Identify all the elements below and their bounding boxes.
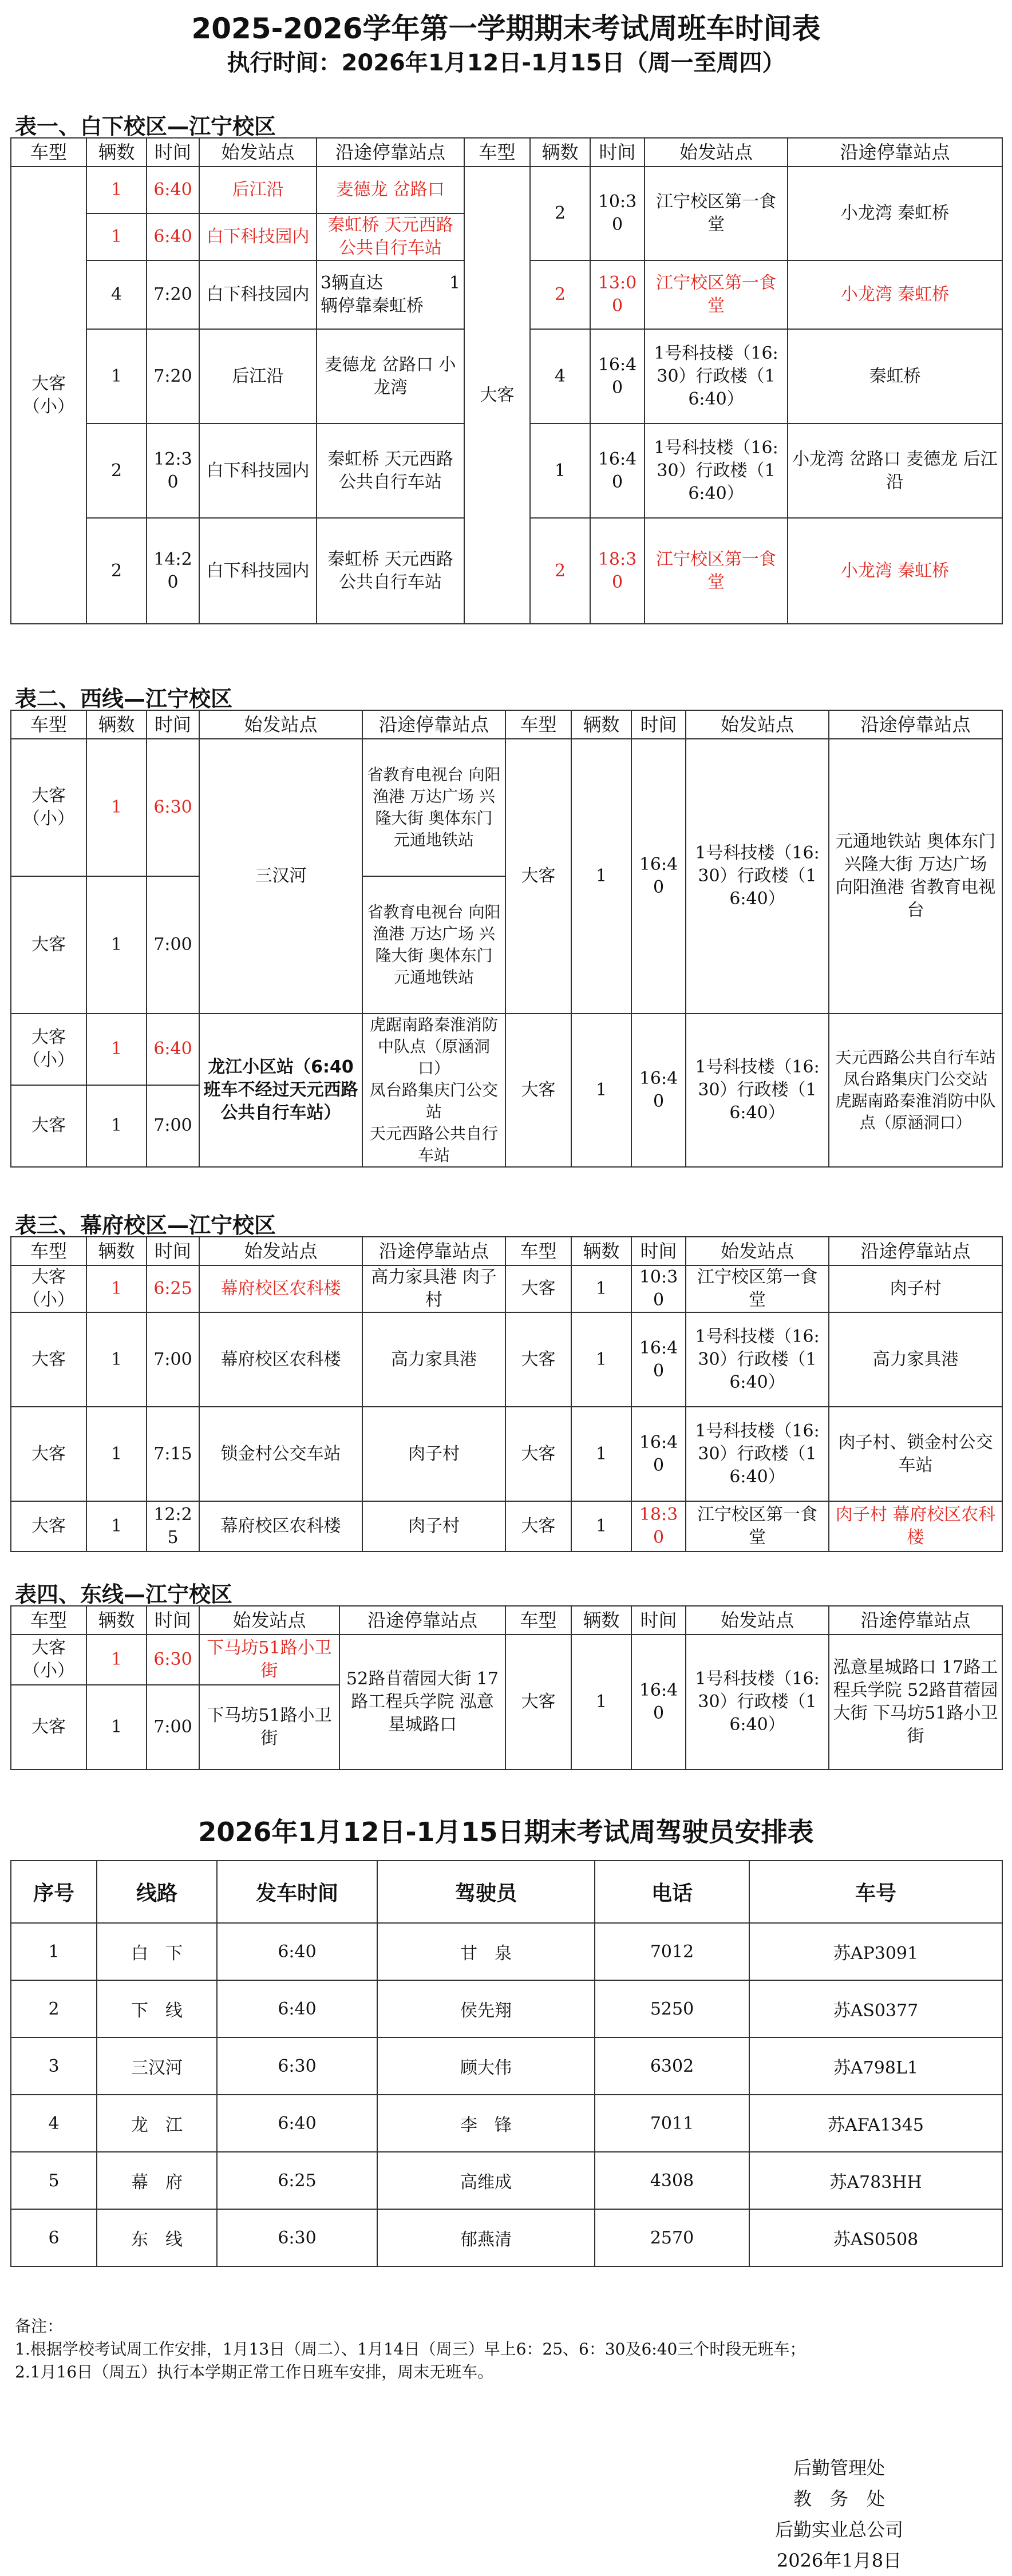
vehicle-type: 大客（小） — [11, 167, 86, 624]
stops: 秦虹桥 天元西路公共自行车站 — [317, 424, 464, 518]
depart-time: 6:40 — [147, 167, 199, 213]
depart-time: 18:30 — [631, 1501, 686, 1552]
depart-time: 6:25 — [147, 1265, 199, 1312]
depart-time: 6:30 — [147, 1635, 199, 1685]
row-plate: 苏A783HH — [749, 2152, 1002, 2209]
col-time: 时间 — [631, 1606, 686, 1635]
col-time: 时间 — [147, 1237, 199, 1265]
col-count: 辆数 — [530, 138, 590, 167]
stops-qinhongqiao: 辆停靠秦虹桥 — [321, 296, 424, 316]
row-phone: 6302 — [595, 2037, 749, 2095]
col-time: 时间 — [147, 1606, 199, 1635]
row-plate: 苏A798L1 — [749, 2037, 1002, 2095]
vehicle-count: 1 — [86, 739, 147, 876]
col-index: 序号 — [11, 1861, 97, 1923]
row-depart: 6:30 — [217, 2209, 377, 2266]
stops: 肉子村 — [829, 1265, 1002, 1312]
col-origin: 始发站点 — [686, 1237, 829, 1265]
row-plate: 苏AFA1345 — [749, 2095, 1002, 2152]
col-stops: 沿途停靠站点 — [317, 138, 464, 167]
stops: 秦虹桥 天元西路公共自行车站 — [317, 518, 464, 624]
row-index: 4 — [11, 2095, 97, 2152]
col-count: 辆数 — [86, 710, 147, 739]
row-index: 5 — [11, 2152, 97, 2209]
col-route: 线路 — [97, 1861, 217, 1923]
col-type: 车型 — [505, 710, 571, 739]
stop-tianyuanxilu: 天元西路公共自行车站 — [369, 1124, 498, 1165]
issuer-company: 后勤实业总公司 — [774, 2519, 903, 2541]
col-origin: 始发站点 — [199, 138, 317, 167]
issuer-academic: 教 务 处 — [793, 2488, 885, 2510]
vehicle-type: 大客（小） — [11, 1635, 86, 1685]
depart-time: 10:30 — [631, 1265, 686, 1312]
stops: 省教育电视台 向阳渔港 万达广场 兴隆大街 奥体东门 元通地铁站 — [362, 739, 505, 876]
row-index: 3 — [11, 2037, 97, 2095]
notes — [15, 2315, 805, 2384]
col-origin: 始发站点 — [199, 1606, 339, 1635]
note-2: 2.1月16日（周五）执行本学期正常工作日班车安排，周末无班车。 — [15, 2363, 494, 2381]
vehicle-count: 2 — [530, 167, 590, 260]
stops: 麦德龙 岔路口 — [317, 167, 464, 213]
vehicle-count: 1 — [530, 424, 590, 518]
vehicle-type: 大客 — [11, 1685, 86, 1770]
stops-count: 1 — [449, 273, 460, 293]
stops: 秦虹桥 — [788, 329, 1002, 424]
vehicle-type: 大客 — [505, 1014, 571, 1167]
col-count: 辆数 — [86, 1606, 147, 1635]
origin-station: 白下科技园内 — [199, 424, 317, 518]
col-plate: 车号 — [749, 1861, 1002, 1923]
origin-station: 下马坊51路小卫街 — [199, 1685, 339, 1770]
origin-station: 江宁校区第一食堂 — [645, 260, 788, 329]
origin-station: 1号科技楼（16:30）行政楼（16:40） — [645, 329, 788, 424]
col-phone: 电话 — [595, 1861, 749, 1923]
vehicle-type: 大客 — [505, 1312, 571, 1407]
depart-time: 16:40 — [631, 1407, 686, 1501]
vehicle-count: 2 — [530, 260, 590, 329]
col-type: 车型 — [11, 138, 86, 167]
table-row — [11, 1923, 1002, 1980]
row-depart: 6:40 — [217, 1923, 377, 1980]
stops: 高力家具港 — [829, 1312, 1002, 1407]
vehicle-type: 大客 — [11, 876, 86, 1014]
col-type: 车型 — [11, 710, 86, 739]
depart-time: 7:00 — [147, 1685, 199, 1770]
depart-time: 12:25 — [147, 1501, 199, 1552]
stops: 小龙湾 秦虹桥 — [788, 518, 1002, 624]
row-driver: 侯先翔 — [377, 1980, 595, 2037]
note-1: 1.根据学校考试周工作安排，1月13日（周二）、1月14日（周三）早上6：25、6：30及6:40三个时段无班车； — [15, 2340, 806, 2359]
signature-block — [775, 2452, 903, 2576]
col-stops: 沿途停靠站点 — [788, 138, 1002, 167]
stops — [317, 260, 464, 329]
depart-time: 7:00 — [147, 1312, 199, 1407]
vehicle-count: 4 — [530, 329, 590, 424]
row-route: 下 线 — [97, 1980, 217, 2037]
origin-station: 江宁校区第一食堂 — [686, 1501, 829, 1552]
vehicle-count: 4 — [86, 260, 147, 329]
vehicle-type: 大客 — [505, 1265, 571, 1312]
driver-table — [10, 1860, 1003, 2267]
row-driver: 郁燕清 — [377, 2209, 595, 2266]
depart-time: 16:40 — [631, 1635, 686, 1770]
col-stops: 沿途停靠站点 — [829, 710, 1002, 739]
col-driver: 驾驶员 — [377, 1861, 595, 1923]
col-type: 车型 — [464, 138, 530, 167]
origin-station: 后江沿 — [199, 167, 317, 213]
col-count: 辆数 — [571, 710, 631, 739]
col-origin: 始发站点 — [686, 710, 829, 739]
row-plate: 苏AP3091 — [749, 1923, 1002, 1980]
depart-time: 7:15 — [147, 1407, 199, 1501]
vehicle-count: 1 — [86, 1407, 147, 1501]
vehicle-count: 1 — [86, 1635, 147, 1685]
vehicle-count: 1 — [86, 213, 147, 260]
col-stops: 沿途停靠站点 — [362, 710, 505, 739]
stops: 高力家具港 — [362, 1312, 505, 1407]
row-route: 东 线 — [97, 2209, 217, 2266]
row-phone: 5250 — [595, 1980, 749, 2037]
origin-station: 1号科技楼（16:30）行政楼（16:40） — [645, 424, 788, 518]
depart-time: 16:40 — [590, 424, 645, 518]
stops: 小龙湾 岔路口 麦德龙 后江沿 — [788, 424, 1002, 518]
table-row — [11, 2152, 1002, 2209]
row-route: 龙 江 — [97, 2095, 217, 2152]
vehicle-count: 1 — [571, 1635, 631, 1770]
col-stops: 沿途停靠站点 — [339, 1606, 505, 1635]
depart-time: 7:00 — [147, 876, 199, 1014]
vehicle-count: 1 — [571, 1312, 631, 1407]
origin-station: 白下科技园内 — [199, 213, 317, 260]
vehicle-type: 大客 — [11, 1312, 86, 1407]
row-index: 1 — [11, 1923, 97, 1980]
origin-station: 龙江小区站（6:40班车不经过天元西路公共自行车站） — [199, 1014, 362, 1167]
table1-title: 表一、白下校区—江宁校区 — [15, 114, 276, 139]
stops: 省教育电视台 向阳渔港 万达广场 兴隆大街 奥体东门 元通地铁站 — [362, 876, 505, 1014]
row-route: 三汉河 — [97, 2037, 217, 2095]
vehicle-count: 2 — [530, 518, 590, 624]
table4-title: 表四、东线—江宁校区 — [15, 1582, 233, 1607]
depart-time: 7:20 — [147, 260, 199, 329]
col-type: 车型 — [505, 1606, 571, 1635]
origin-station: 白下科技园内 — [199, 518, 317, 624]
col-stops: 沿途停靠站点 — [362, 1237, 505, 1265]
col-stops: 沿途停靠站点 — [829, 1606, 1002, 1635]
vehicle-count: 1 — [86, 1501, 147, 1552]
stops: 元通地铁站 奥体东门 兴隆大街 万达广场 向阳渔港 省教育电视台 — [829, 739, 1002, 1014]
row-phone: 4308 — [595, 2152, 749, 2209]
origin-station: 三汉河 — [199, 739, 362, 1014]
origin-station: 锁金村公交车站 — [199, 1407, 362, 1501]
vehicle-count: 1 — [86, 1014, 147, 1085]
depart-time: 16:40 — [631, 1312, 686, 1407]
vehicle-type: 大客 — [11, 1407, 86, 1501]
origin-station: 1号科技楼（16:30）行政楼（16:40） — [686, 1635, 829, 1770]
row-driver: 顾大伟 — [377, 2037, 595, 2095]
depart-time: 7:00 — [147, 1085, 199, 1167]
row-phone: 7012 — [595, 1923, 749, 1980]
vehicle-count: 2 — [86, 518, 147, 624]
col-count: 辆数 — [571, 1237, 631, 1265]
stops: 肉子村 — [362, 1407, 505, 1501]
stops: 小龙湾 秦虹桥 — [788, 167, 1002, 260]
stop-fengtailu: 凤台路集庆门公交站 — [369, 1081, 498, 1121]
stop-hujunanlu: 虎踞南路秦淮消防中队点（原涵洞口） — [369, 1015, 498, 1078]
vehicle-type: 大客 — [505, 739, 571, 1014]
vehicle-type: 大客 — [11, 1501, 86, 1552]
depart-time: 13:00 — [590, 260, 645, 329]
row-route: 幕 府 — [97, 2152, 217, 2209]
col-time: 时间 — [590, 138, 645, 167]
vehicle-count: 2 — [86, 424, 147, 518]
col-origin: 始发站点 — [199, 710, 362, 739]
origin-station: 幕府校区农科楼 — [199, 1312, 362, 1407]
col-time: 时间 — [631, 710, 686, 739]
row-phone: 2570 — [595, 2209, 749, 2266]
depart-time: 6:40 — [147, 1014, 199, 1085]
depart-time: 14:20 — [147, 518, 199, 624]
col-count: 辆数 — [571, 1606, 631, 1635]
depart-time: 7:20 — [147, 329, 199, 424]
col-time: 时间 — [147, 138, 199, 167]
vehicle-type: 大客 — [464, 167, 530, 624]
stops — [362, 1014, 505, 1167]
vehicle-count: 1 — [86, 1085, 147, 1167]
col-type: 车型 — [505, 1237, 571, 1265]
col-stops: 沿途停靠站点 — [829, 1237, 1002, 1265]
row-index: 6 — [11, 2209, 97, 2266]
vehicle-type: 大客（小） — [11, 739, 86, 876]
depart-time: 16:40 — [631, 739, 686, 1014]
origin-station: 幕府校区农科楼 — [199, 1265, 362, 1312]
row-depart: 6:25 — [217, 2152, 377, 2209]
row-depart: 6:30 — [217, 2037, 377, 2095]
vehicle-count: 1 — [86, 329, 147, 424]
depart-time: 16:40 — [590, 329, 645, 424]
origin-station: 白下科技园内 — [199, 260, 317, 329]
row-depart: 6:40 — [217, 2095, 377, 2152]
depart-time: 10:30 — [590, 167, 645, 260]
table1 — [10, 137, 1003, 624]
col-count: 辆数 — [86, 1237, 147, 1265]
issuer-logistics: 后勤管理处 — [793, 2457, 885, 2479]
table4 — [10, 1605, 1003, 1770]
origin-station: 江宁校区第一食堂 — [645, 167, 788, 260]
table-row — [11, 1980, 1002, 2037]
stops: 肉子村 幕府校区农科楼 — [829, 1501, 1002, 1552]
vehicle-type: 大客 — [11, 1085, 86, 1167]
vehicle-count: 1 — [86, 1685, 147, 1770]
origin-station: 1号科技楼（16:30）行政楼（16:40） — [686, 739, 829, 1014]
col-origin: 始发站点 — [199, 1237, 362, 1265]
stops: 泓意星城路口 17路工程兵学院 52路苜蓿园大街 下马坊51路小卫街 — [829, 1635, 1002, 1770]
col-origin: 始发站点 — [645, 138, 788, 167]
vehicle-count: 1 — [86, 1265, 147, 1312]
vehicle-type: 大客（小） — [11, 1014, 86, 1085]
stops — [829, 1014, 1002, 1167]
stops: 麦德龙 岔路口 小龙湾 — [317, 329, 464, 424]
table2 — [10, 710, 1003, 1168]
stops: 肉子村 — [362, 1501, 505, 1552]
origin-station: 江宁校区第一食堂 — [645, 518, 788, 624]
stop-tianyuanxilu: 天元西路公共自行车站 — [835, 1048, 996, 1067]
vehicle-count: 1 — [86, 167, 147, 213]
vehicle-count: 1 — [571, 1265, 631, 1312]
stops: 秦虹桥 天元西路公共自行车站 — [317, 213, 464, 260]
table-row — [11, 2037, 1002, 2095]
table3-title: 表三、幕府校区—江宁校区 — [15, 1213, 276, 1238]
stops: 高力家具港 肉子村 — [362, 1265, 505, 1312]
origin-station: 1号科技楼（16:30）行政楼（16:40） — [686, 1014, 829, 1167]
row-route: 白 下 — [97, 1923, 217, 1980]
depart-time: 12:30 — [147, 424, 199, 518]
stop-fengtailu: 凤台路集庆门公交站 — [843, 1070, 988, 1089]
col-type: 车型 — [11, 1237, 86, 1265]
depart-time: 6:30 — [147, 739, 199, 876]
origin-station: 1号科技楼（16:30）行政楼（16:40） — [686, 1407, 829, 1501]
vehicle-count: 1 — [86, 876, 147, 1014]
depart-time: 16:40 — [631, 1014, 686, 1167]
col-time: 时间 — [631, 1237, 686, 1265]
col-type: 车型 — [11, 1606, 86, 1635]
origin-station: 下马坊51路小卫街 — [199, 1635, 339, 1685]
stops: 肉子村、锁金村公交车站 — [829, 1407, 1002, 1501]
col-time: 时间 — [147, 710, 199, 739]
vehicle-type: 大客 — [505, 1501, 571, 1552]
vehicle-type: 大客 — [505, 1635, 571, 1770]
vehicle-count: 1 — [571, 1501, 631, 1552]
origin-station: 后江沿 — [199, 329, 317, 424]
notes-label: 备注： — [15, 2317, 64, 2336]
vehicle-type: 大客（小） — [11, 1265, 86, 1312]
table2-title: 表二、西线—江宁校区 — [15, 686, 233, 711]
col-count: 辆数 — [86, 138, 147, 167]
col-origin: 始发站点 — [686, 1606, 829, 1635]
stops: 52路苜蓿园大街 17路工程兵学院 泓意星城路口 — [339, 1635, 505, 1770]
depart-time: 6:40 — [147, 213, 199, 260]
table3 — [10, 1236, 1003, 1552]
vehicle-type: 大客 — [505, 1407, 571, 1501]
stop-hujunanlu: 虎踞南路秦淮消防中队点（原涵洞口） — [835, 1091, 996, 1132]
page-title: 2025-2026学年第一学期期末考试周班车时间表 — [191, 12, 821, 45]
table-row — [11, 2095, 1002, 2152]
row-phone: 7011 — [595, 2095, 749, 2152]
row-driver: 甘 泉 — [377, 1923, 595, 1980]
row-depart: 6:40 — [217, 1980, 377, 2037]
table-row — [11, 2209, 1002, 2266]
origin-station: 1号科技楼（16:30）行政楼（16:40） — [686, 1312, 829, 1407]
vehicle-count: 1 — [86, 1312, 147, 1407]
row-driver: 高维成 — [377, 2152, 595, 2209]
vehicle-count: 1 — [571, 1014, 631, 1167]
issue-date: 2026年1月8日 — [776, 2550, 902, 2571]
vehicle-count: 1 — [571, 739, 631, 1014]
vehicle-count: 1 — [571, 1407, 631, 1501]
driver-table-title: 2026年1月12日-1月15日期末考试周驾驶员安排表 — [198, 1817, 814, 1847]
col-depart: 发车时间 — [217, 1861, 377, 1923]
stops: 小龙湾 秦虹桥 — [788, 260, 1002, 329]
row-plate: 苏AS0508 — [749, 2209, 1002, 2266]
row-driver: 李 锋 — [377, 2095, 595, 2152]
origin-station: 幕府校区农科楼 — [199, 1501, 362, 1552]
row-index: 2 — [11, 1980, 97, 2037]
origin-station: 江宁校区第一食堂 — [686, 1265, 829, 1312]
depart-time: 18:30 — [590, 518, 645, 624]
stops-direct: 3辆直达 — [321, 273, 384, 293]
page-subtitle: 执行时间：2026年1月12日-1月15日（周一至周四） — [227, 50, 785, 76]
row-plate: 苏AS0377 — [749, 1980, 1002, 2037]
